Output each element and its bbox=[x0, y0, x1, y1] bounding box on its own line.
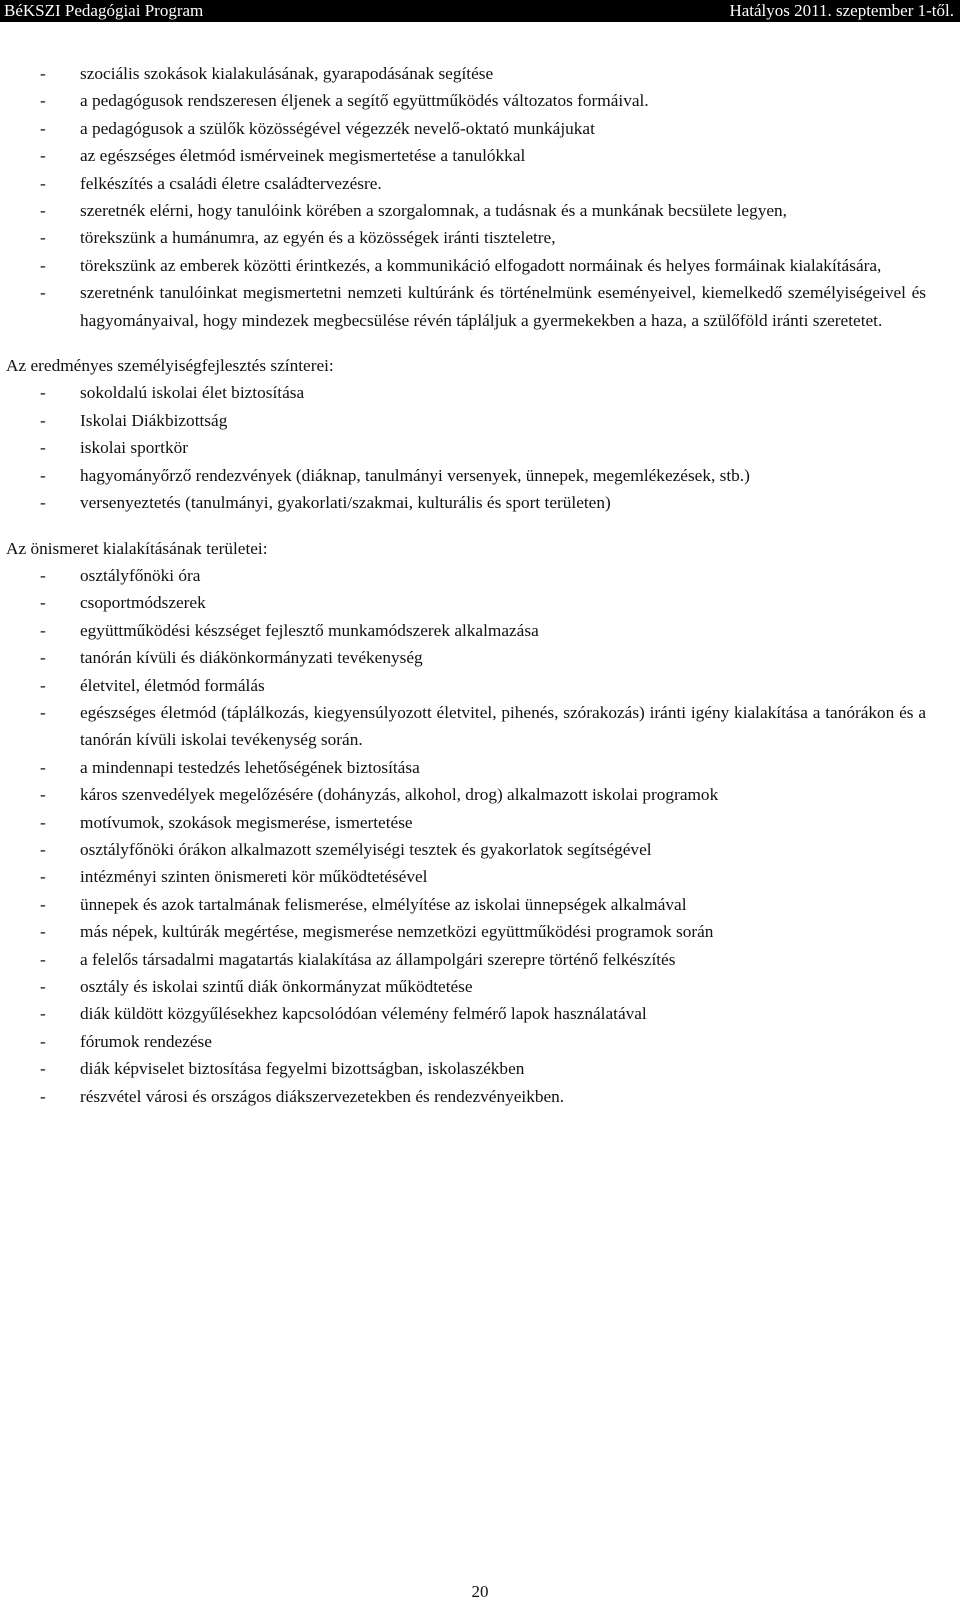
list-item bbox=[0, 781, 960, 808]
list-item-text: sokoldalú iskolai élet biztosítása bbox=[80, 383, 305, 403]
list-item bbox=[0, 115, 960, 142]
list-item bbox=[0, 170, 960, 197]
bullet-dash: - bbox=[40, 867, 46, 887]
bullet-dash: - bbox=[40, 620, 46, 640]
bullet-dash: - bbox=[40, 255, 46, 275]
list-item-text: szeretnénk tanulóinkat megismertetni nemzeti kultúránk és történelmünk eseményeivel, kiemelkedő személyiségeivel és hagyományaival, hogy mindezek megbecsülése révén tápláljuk a gyermekekben a haza, a szülőföld iránti szeretetet. bbox=[80, 283, 926, 330]
list-item bbox=[0, 836, 960, 863]
section-heading: Az önismeret kialakításának területei: bbox=[6, 538, 268, 558]
list-item bbox=[0, 252, 960, 279]
list-item-text: együttműködési készséget fejlesztő munkamódszerek alkalmazása bbox=[80, 620, 539, 640]
list-item bbox=[0, 918, 960, 945]
list-item bbox=[0, 407, 960, 434]
list-item bbox=[0, 973, 960, 1000]
list-item bbox=[0, 891, 960, 918]
bullet-dash: - bbox=[40, 146, 46, 166]
list-item-text: felkészítés a családi életre családtervezésre. bbox=[80, 173, 382, 193]
list-item bbox=[0, 462, 960, 489]
list-item bbox=[0, 87, 960, 114]
list-item-text: a felelős társadalmi magatartás kialakítása az állampolgári szerepre történő felkészítés bbox=[80, 949, 676, 969]
list-item-text: szociális szokások kialakulásának, gyarapodásának segítése bbox=[80, 64, 494, 83]
self-knowledge-section bbox=[0, 535, 960, 1111]
list-item bbox=[0, 589, 960, 616]
bullet-dash: - bbox=[40, 702, 46, 722]
list-item bbox=[0, 754, 960, 781]
bullet-dash: - bbox=[40, 949, 46, 969]
list-item bbox=[0, 699, 960, 754]
list-item-text: egészséges életmód (táplálkozás, kiegyensúlyozott életvitel, pihenés, szórakozás) iránti igény kialakítása a tanórákon és a tanórán kívüli iskolai tevékenység során. bbox=[80, 702, 926, 750]
list-item-text: osztályfőnöki órákon alkalmazott személyiségi tesztek és gyakorlatok segítségével bbox=[80, 839, 652, 859]
program-title: BéKSZI Pedagógiai Program bbox=[4, 1, 204, 20]
bullet-dash: - bbox=[40, 493, 46, 513]
list-item bbox=[0, 644, 960, 671]
list-item-text: csoportmódszerek bbox=[80, 593, 206, 613]
list-item bbox=[0, 489, 960, 516]
section-gap bbox=[0, 517, 960, 535]
list-item-text: tanórán kívüli és diákönkormányzati tevékenység bbox=[80, 648, 423, 668]
list-item-text: versenyeztetés (tanulmányi, gyakorlati/szakmai, kulturális és sport területen) bbox=[80, 493, 611, 513]
list-item-text: életvitel, életmód formálás bbox=[80, 675, 265, 695]
list-item-text: fórumok rendezése bbox=[80, 1031, 212, 1051]
list-item-text: káros szenvedélyek megelőzésére (dohányzás, alkohol, drog) alkalmazott iskolai programok bbox=[80, 785, 719, 805]
bullet-dash: - bbox=[40, 839, 46, 859]
self-knowledge-list bbox=[0, 562, 960, 1110]
list-item bbox=[0, 142, 960, 169]
list-item bbox=[0, 1000, 960, 1027]
list-item-text: törekszünk az emberek közötti érintkezés, a kommunikáció elfogadott normáinak és helyes formáinak kialakítására, bbox=[80, 255, 882, 275]
bullet-dash: - bbox=[40, 1059, 46, 1079]
list-item-text: osztály és iskolai szintű diák önkormányzat működtetése bbox=[80, 977, 473, 996]
bullet-dash: - bbox=[40, 785, 46, 805]
bullet-dash: - bbox=[40, 201, 46, 221]
personality-development-list bbox=[0, 379, 960, 516]
bullet-dash: - bbox=[40, 410, 46, 430]
bullet-dash: - bbox=[40, 173, 46, 193]
list-item-text: szeretnék elérni, hogy tanulóink körében a szorgalomnak, a tudásnak és a munkának becsülete legyen, bbox=[80, 201, 788, 221]
list-item bbox=[0, 617, 960, 644]
list-item bbox=[0, 60, 960, 87]
list-item-text: hagyományőrző rendezvények (diáknap, tanulmányi versenyek, ünnepek, megemlékezések, stb.) bbox=[80, 465, 750, 485]
bullet-dash: - bbox=[40, 64, 46, 83]
list-item bbox=[0, 1083, 960, 1110]
bullet-dash: - bbox=[40, 465, 46, 485]
page-header bbox=[0, 0, 960, 22]
bullet-dash: - bbox=[40, 977, 46, 996]
list-item-text: más népek, kultúrák megértése, megismerése nemzetközi együttműködési programok során bbox=[80, 922, 714, 942]
list-item bbox=[0, 1055, 960, 1082]
list-item-text: részvétel városi és országos diákszervezetekben és rendezvényeikben. bbox=[80, 1086, 565, 1106]
bullet-dash: - bbox=[40, 593, 46, 613]
list-item-text: ünnepek és azok tartalmának felismerése, elmélyítése az iskolai ünnepségek alkalmával bbox=[80, 894, 687, 914]
bullet-dash: - bbox=[40, 757, 46, 777]
list-item-text: iskolai sportkör bbox=[80, 438, 188, 458]
list-item-text: az egészséges életmód ismérveinek megismertetése a tanulókkal bbox=[80, 146, 526, 166]
bullet-dash: - bbox=[40, 565, 46, 585]
list-item-text: a pedagógusok rendszeresen éljenek a segítő együttműködés változatos formáival. bbox=[80, 91, 649, 111]
list-item bbox=[0, 1028, 960, 1055]
bullet-dash: - bbox=[40, 283, 46, 303]
section-heading: Az eredményes személyiségfejlesztés színterei: bbox=[6, 356, 334, 376]
bullet-dash: - bbox=[40, 438, 46, 458]
bullet-dash: - bbox=[40, 1004, 46, 1024]
list-item bbox=[0, 197, 960, 224]
bullet-dash: - bbox=[40, 118, 46, 138]
bullet-dash: - bbox=[40, 675, 46, 695]
bullet-dash: - bbox=[40, 894, 46, 914]
list-item bbox=[0, 946, 960, 973]
list-item-text: Iskolai Diákbizottság bbox=[80, 410, 228, 430]
bullet-dash: - bbox=[40, 922, 46, 942]
list-item-text: motívumok, szokások megismerése, ismertetése bbox=[80, 812, 413, 832]
list-item-text: a mindennapi testedzés lehetőségének biztosítása bbox=[80, 757, 420, 777]
validity-date: Hatályos 2011. szeptember 1-től. bbox=[729, 1, 954, 20]
list-item bbox=[0, 562, 960, 589]
bullet-dash: - bbox=[40, 1086, 46, 1106]
list-item-text: diák küldött közgyűlésekhez kapcsolódóan vélemény felmérő lapok használatával bbox=[80, 1004, 647, 1024]
bullet-dash: - bbox=[40, 648, 46, 668]
bullet-dash: - bbox=[40, 91, 46, 111]
list-item-text: diák képviselet biztosítása fegyelmi bizottságban, iskolaszékben bbox=[80, 1059, 525, 1079]
list-item bbox=[0, 279, 960, 334]
list-item bbox=[0, 379, 960, 406]
list-item bbox=[0, 809, 960, 836]
goals-list bbox=[0, 60, 960, 334]
list-item-text: intézményi szinten önismereti kör működtetésével bbox=[80, 867, 428, 887]
list-item bbox=[0, 672, 960, 699]
list-item-text: törekszünk a humánumra, az egyén és a közösségek iránti tiszteletre, bbox=[80, 228, 556, 248]
bullet-dash: - bbox=[40, 812, 46, 832]
bullet-dash: - bbox=[40, 383, 46, 403]
list-item-text: osztályfőnöki óra bbox=[80, 565, 201, 585]
section-gap bbox=[0, 334, 960, 352]
bullet-dash: - bbox=[40, 228, 46, 248]
document-body bbox=[0, 60, 960, 1110]
list-item bbox=[0, 863, 960, 890]
list-item-text: a pedagógusok a szülők közösségével végezzék nevelő-oktató munkájukat bbox=[80, 118, 595, 138]
list-item bbox=[0, 224, 960, 251]
list-item bbox=[0, 434, 960, 461]
page-number: 20 bbox=[471, 1582, 489, 1601]
personality-development-section bbox=[0, 352, 960, 516]
bullet-dash: - bbox=[40, 1031, 46, 1051]
